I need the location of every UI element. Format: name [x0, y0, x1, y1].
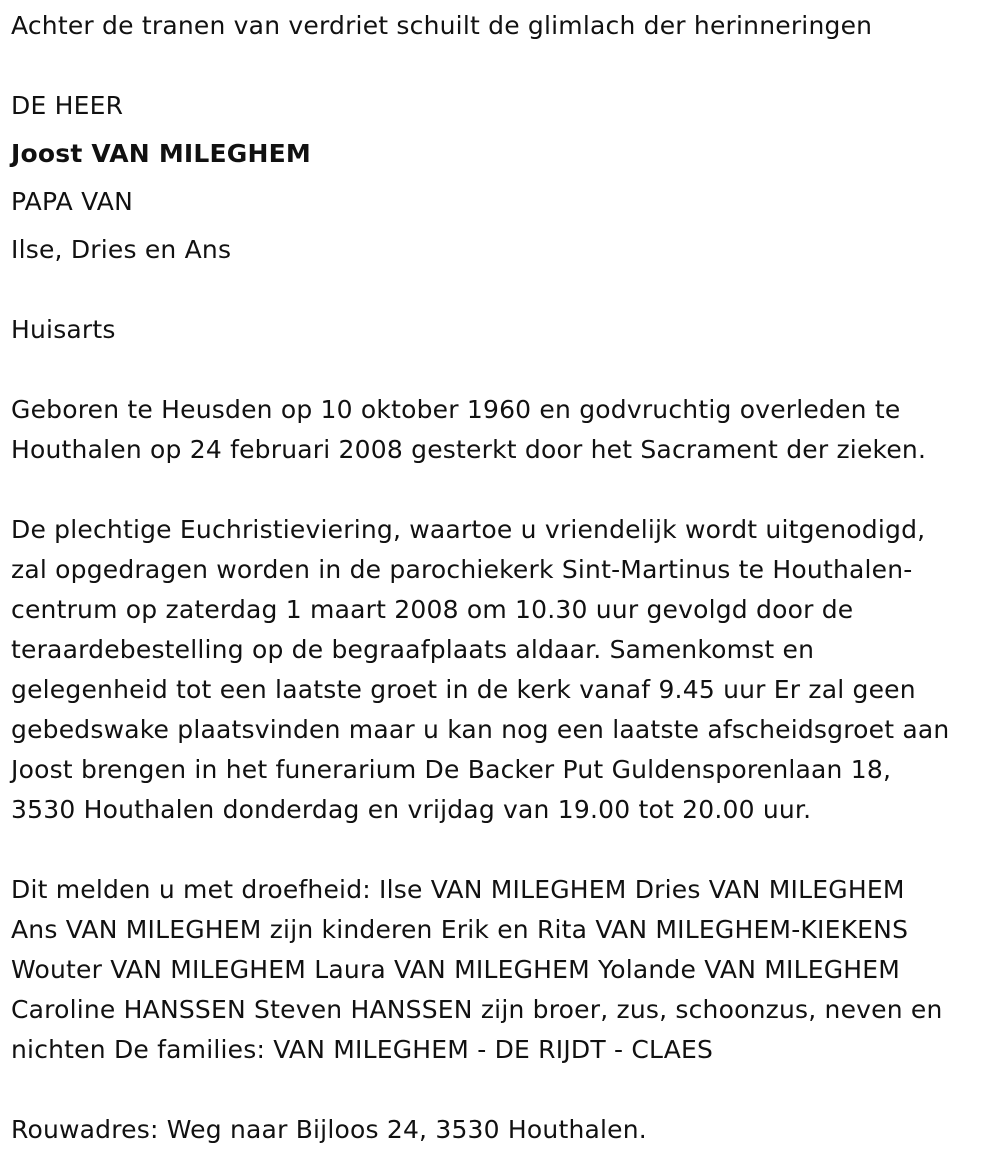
- deceased-name: Joost VAN MILEGHEM: [11, 139, 311, 168]
- ceremony-paragraph: [11, 510, 996, 830]
- paragraph-line: Joost brengen in het funerarium De Backer Put Guldensporenlaan 18,: [11, 755, 892, 784]
- paragraph-line: Caroline HANSSEN Steven HANSSEN zijn broer, zus, schoonzus, neven en: [11, 995, 943, 1024]
- paragraph-line: zal opgedragen worden in de parochiekerk Sint-Martinus te Houthalen-: [11, 555, 913, 584]
- paragraph-line: centrum op zaterdag 1 maart 2008 om 10.30 uur gevolgd door de: [11, 595, 854, 624]
- paragraph-line: gebedswake plaatsvinden maar u kan nog een laatste afscheidsgroet aan: [11, 715, 950, 744]
- paragraph-line: De plechtige Euchristieviering, waartoe u vriendelijk wordt uitgenodigd,: [11, 515, 926, 544]
- memorial-quote: Achter de tranen van verdriet schuilt de glimlach der herinneringen: [11, 11, 873, 40]
- paragraph-line: nichten De families: VAN MILEGHEM - DE RIJDT - CLAES: [11, 1035, 714, 1064]
- paragraph-line: gelegenheid tot een laatste groet in de kerk vanaf 9.45 uur Er zal geen: [11, 675, 916, 704]
- birth-death-paragraph: [11, 390, 996, 470]
- paragraph-line: Geboren te Heusden op 10 oktober 1960 en godvruchtig overleden te: [11, 395, 901, 424]
- mourning-address: Rouwadres: Weg naar Bijloos 24, 3530 Houthalen.: [11, 1115, 647, 1144]
- relation-label: PAPA VAN: [11, 187, 134, 216]
- paragraph-line: Wouter VAN MILEGHEM Laura VAN MILEGHEM Yolande VAN MILEGHEM: [11, 955, 901, 984]
- paragraph-line: Ans VAN MILEGHEM zijn kinderen Erik en Rita VAN MILEGHEM-KIEKENS: [11, 915, 909, 944]
- profession: Huisarts: [11, 315, 116, 344]
- honorific-title: DE HEER: [11, 91, 124, 120]
- paragraph-line: Dit melden u met droefheid: Ilse VAN MILEGHEM Dries VAN MILEGHEM: [11, 875, 905, 904]
- paragraph-line: teraardebestelling op de begraafplaats aldaar. Samenkomst en: [11, 635, 815, 664]
- paragraph-line: 3530 Houthalen donderdag en vrijdag van 19.00 tot 20.00 uur.: [11, 795, 812, 824]
- children-names: Ilse, Dries en Ans: [11, 235, 232, 264]
- family-announcement-paragraph: [11, 870, 996, 1070]
- paragraph-line: Houthalen op 24 februari 2008 gesterkt door het Sacrament der zieken.: [11, 435, 927, 464]
